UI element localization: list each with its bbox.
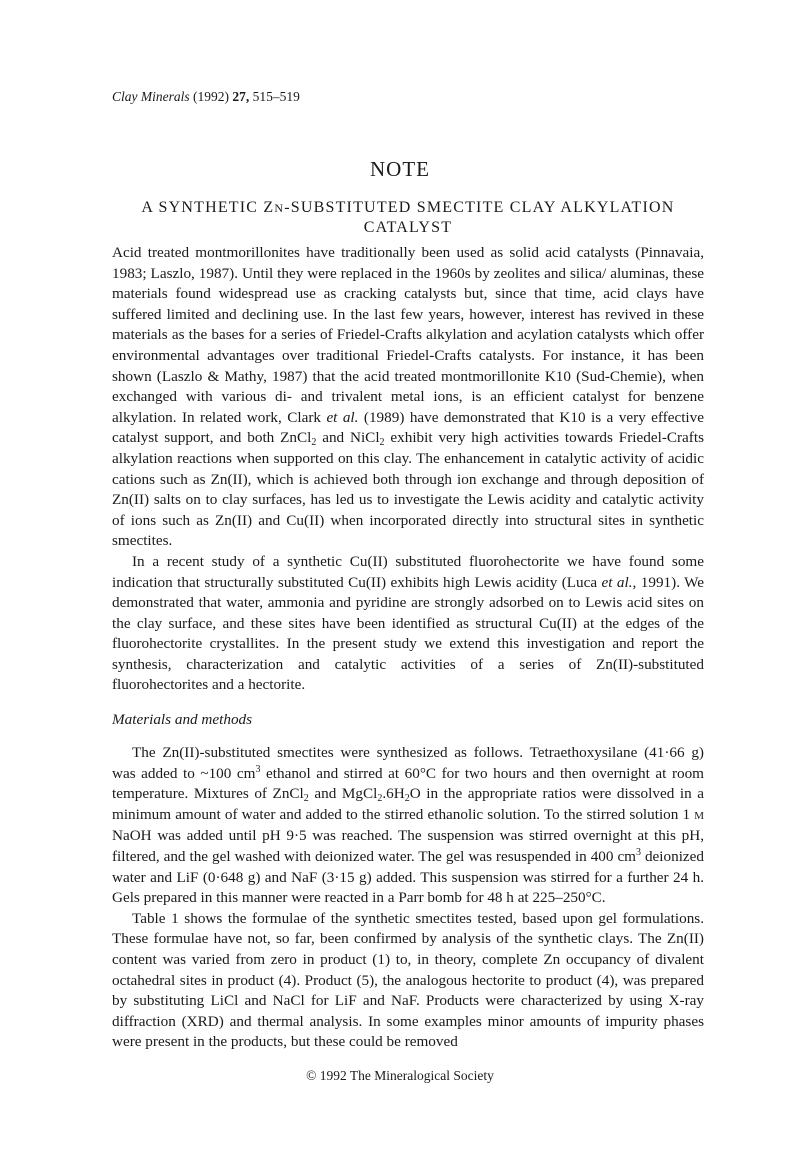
title-part: -SUBSTITUTED SMECTITE CLAY ALKYLATION	[284, 199, 675, 216]
journal-pages: 515–519	[252, 89, 300, 104]
text-run: M	[694, 809, 704, 822]
text-run: deionized water and LiF (0·648 g) and NaF (3·15 g) added. This suspension was stirred for a further 24 h. Gels prepared in this manner were reacted in a Parr bomb for 48 h at 225–250°C.	[112, 847, 704, 907]
text-run: 3	[636, 846, 641, 858]
text-run: 3	[255, 763, 261, 775]
paragraph	[112, 552, 704, 696]
text-run: et al.	[326, 408, 359, 426]
text-run: Table 1 shows the formulae of the synthetic smectites tested, based upon gel formulations. These formulae have not, so far, been confirmed by analysis of the synthetic clays. The Zn(II) content was varied from zero in product (1) to, in theory, complete Zn occupancy of divalent octahedral sites in product (4). Product (5), the analogous hectorite to product (4), was prepared by substituting LiCl and NaCl for LiF and NaF. Products were characterized by using X-ray diffraction (XRD) and thermal analysis. In some examples minor amounts of impurity phases were present in the products, but these could be removed	[112, 909, 704, 1051]
running-head	[112, 89, 300, 105]
journal-volume: 27,	[232, 89, 250, 104]
text-run: .6H	[382, 785, 405, 803]
text-run: , 1991). We demonstrated that water, ammonia and pyridine are strongly adsorbed on to Lewis acid sites on the clay surface, and these sites have been identified as structural Cu(II) at the edges of the fluorohectorite crystallites. In the present study we extend this investigation and report the synthesis, characterization and catalytic activities of a series of Zn(II)-substituted fluorohectorites and a hectorite.	[112, 573, 704, 694]
title-part-smallcaps: N	[274, 201, 285, 215]
journal-name: Clay Minerals	[112, 89, 190, 104]
copyright-footer: © 1992 The Mineralogical Society	[306, 1068, 494, 1083]
paragraph	[112, 243, 704, 552]
text-run: In a recent study of a synthetic Cu(II) substituted fluorohectorite we have found some indication that structurally substituted Cu(II) exhibits high Lewis acidity (Luca	[112, 552, 704, 591]
text-run: et al.	[601, 573, 633, 591]
text-run: exhibit very high activities towards Friedel-Crafts alkylation reactions when supported on this clay. The enhancement in catalytic activity of acidic cations such as Zn(II), which is achieved both through ion exchange and through deposition of Zn(II) salts on to clay surfaces, has led us to investigate the Lewis acidity and catalytic activity of ions such as Zn(II) and Cu(II) when incorporated directly into structural sites in synthetic smectites.	[112, 429, 704, 550]
journal-year: (1992)	[193, 89, 229, 104]
text-run: and MgCl	[308, 785, 378, 803]
title-line-1	[112, 198, 704, 218]
text-run: (1989) have demonstrated that K10 is a very effective catalyst support, and both ZnCl	[112, 408, 704, 447]
text-run: 2	[377, 793, 383, 805]
title-part: A SYNTHETIC Z	[141, 199, 275, 216]
materials-methods-section	[112, 743, 704, 1053]
title-line-2: CATALYST	[363, 219, 453, 236]
text-run: The Zn(II)-substituted smectites were synthesized as follows. Tetraethoxysilane (41·66 g) was added to ~100 cm	[112, 744, 704, 782]
note-heading: NOTE	[370, 157, 430, 181]
text-run: NaOH was added until pH 9·5 was reached. The suspension was stirred overnight at this pH, filtered, and the gel washed with deionized water. The gel was resuspended in 400 cm	[112, 827, 704, 865]
article-title	[112, 198, 704, 238]
text-run: 2	[311, 437, 317, 449]
paragraph	[112, 743, 704, 909]
text-run: ethanol and stirred at 60°C for two hours and then overnight at room temperature. Mixtures of ZnCl	[112, 764, 704, 803]
introduction-section	[112, 243, 704, 696]
text-run: and NiCl	[316, 429, 380, 447]
paragraph	[112, 909, 704, 1053]
text-run: 2	[379, 437, 385, 449]
text-run: 2	[303, 793, 309, 805]
text-run: O in the appropriate ratios were dissolved in a minimum amount of water and added to the stirred ethanolic solution. To the stirred solution 1	[112, 785, 704, 823]
text-run: Acid treated montmorillonites have traditionally been used as solid acid catalysts (Pinnavaia, 1983; Laszlo, 1987). Until they were replaced in the 1960s by zeolites and silica/ aluminas, these materials found widespread use as cracking catalysts but, since that time, acid clays have suffered limited and declining use. In the last few years, however, interest has revived in these materials as the bases for a series of Friedel-Crafts alkylation and acylation catalysts which offer environmental advantages over traditional Friedel-Crafts catalysts. For instance, it has been shown (Laszlo & Mathy, 1987) that the acid treated montmorillonite K10 (Sud-Chemie), when exchanged with various di- and trivalent metal ions, is an efficient catalyst for benzene alkylation. In related work, Clark	[112, 244, 704, 426]
section-heading: Materials and methods	[112, 711, 253, 728]
text-run: 2	[404, 793, 410, 805]
